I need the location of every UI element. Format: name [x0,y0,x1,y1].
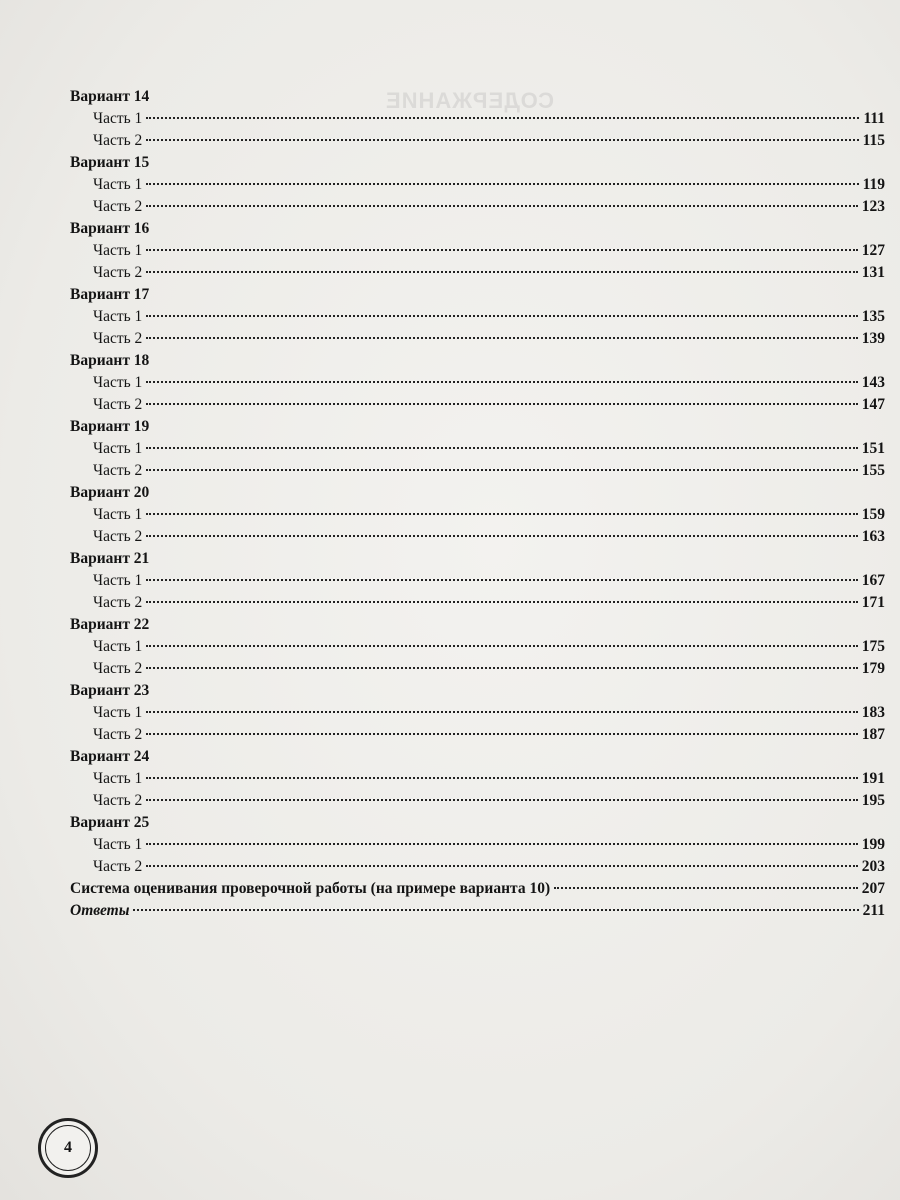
dot-leader [146,315,857,317]
toc-entry-page: 143 [861,374,885,391]
toc-entry-label: Часть 2 [93,264,143,281]
dot-leader [146,183,858,185]
toc-entry-page: 147 [861,396,885,413]
dot-leader [146,513,857,515]
toc-entry[interactable] [70,636,885,658]
toc-entry-page: 139 [861,330,885,347]
toc-entry-page: 171 [861,594,885,611]
toc-entry-page: 195 [861,792,885,809]
variant-heading: Вариант 17 [70,286,150,303]
variant-heading: Вариант 18 [70,352,150,369]
toc-entry[interactable] [70,130,885,152]
toc-entry-label: Часть 2 [93,330,143,347]
toc-entry-page: 167 [861,572,885,589]
dot-leader [146,777,857,779]
toc-entry[interactable] [70,790,885,812]
toc-summary-label [70,878,550,900]
toc-entry-page: 111 [863,110,885,127]
dot-leader [146,535,857,537]
toc-entry-answers[interactable] [70,900,885,922]
toc-entry-label: Часть 2 [93,528,143,545]
toc-entry-label: Часть 1 [93,836,143,853]
toc-entry-label: Часть 2 [93,396,143,413]
toc-entry[interactable] [70,240,885,262]
dot-leader [146,249,857,251]
toc-entry[interactable] [70,328,885,350]
toc-entry-label: Часть 1 [93,638,143,655]
toc-entry[interactable] [70,834,885,856]
variant-heading: Вариант 15 [70,154,150,171]
dot-leader [146,799,857,801]
toc-entry-label: Часть 2 [93,132,143,149]
toc-entry-label: Часть 1 [93,440,143,457]
toc-entry-label: Часть 1 [93,110,143,127]
toc-entry[interactable] [70,768,885,790]
toc-entry-page: 151 [861,440,885,457]
toc-entry-label: Часть 2 [93,594,143,611]
dot-leader [146,469,857,471]
toc-entry-label: Часть 1 [93,176,143,193]
toc-entry[interactable] [70,262,885,284]
toc-entry-page: 131 [861,264,885,281]
toc-entry-label: Часть 2 [93,198,143,215]
toc-entry-label: Часть 2 [93,792,143,809]
toc-entry[interactable] [70,702,885,724]
toc-summary-title: Система оценивания проверочной работы [70,880,367,897]
toc-entry[interactable] [70,570,885,592]
variant-heading: Вариант 21 [70,550,150,567]
toc-entry-label: Часть 2 [93,726,143,743]
toc-entry-page: 183 [861,704,885,721]
toc-entry[interactable] [70,504,885,526]
dot-leader [146,139,858,141]
toc-entry[interactable] [70,394,885,416]
toc-entry-page: 115 [862,132,885,149]
toc-summary-note: (на примере варианта 10) [370,880,551,897]
dot-leader [146,843,857,845]
variant-heading: Вариант 22 [70,616,150,633]
toc-summary-page: 207 [861,880,885,897]
variant-heading: Вариант 16 [70,220,150,237]
toc-entry[interactable] [70,526,885,548]
toc-entry-label: Часть 1 [93,242,143,259]
variant-heading: Вариант 14 [70,88,150,105]
toc-entry[interactable] [70,438,885,460]
variant-heading: Вариант 25 [70,814,150,831]
toc-entry[interactable] [70,856,885,878]
toc-entry-label: Часть 2 [93,858,143,875]
dot-leader [146,205,857,207]
dot-leader [146,271,857,273]
variant-heading: Вариант 23 [70,682,150,699]
toc-entry[interactable] [70,174,885,196]
page-number-badge [38,1118,98,1178]
toc-entry-page: 119 [862,176,885,193]
toc-answers-page: 211 [862,902,885,919]
dot-leader [554,887,858,889]
dot-leader [146,381,857,383]
dot-leader [146,579,857,581]
dot-leader [146,711,857,713]
toc-entry-label: Часть 1 [93,572,143,589]
dot-leader [146,865,857,867]
dot-leader [146,403,857,405]
variant-heading: Вариант 19 [70,418,150,435]
toc-entry-label: Часть 1 [93,308,143,325]
toc-entry-label: Часть 1 [93,770,143,787]
toc-entry-page: 155 [861,462,885,479]
toc-entry-label: Часть 1 [93,506,143,523]
dot-leader [133,909,858,911]
dot-leader [146,601,857,603]
toc-entry-page: 135 [861,308,885,325]
variant-heading: Вариант 24 [70,748,150,765]
toc-entry-label: Часть 1 [93,374,143,391]
dot-leader [146,117,859,119]
dot-leader [146,447,857,449]
toc-entry[interactable] [70,724,885,746]
toc-entry-page: 191 [861,770,885,787]
toc-entry-label: Часть 2 [93,462,143,479]
toc-entry-page: 187 [861,726,885,743]
toc-entry-page: 127 [861,242,885,259]
dot-leader [146,645,857,647]
toc-entry-page: 159 [861,506,885,523]
toc-entry-page: 199 [861,836,885,853]
variant-heading: Вариант 20 [70,484,150,501]
page-number: 4 [45,1125,91,1171]
toc-entry-page: 163 [861,528,885,545]
toc-entry-summary[interactable] [70,878,885,900]
table-of-contents [70,86,885,922]
toc-entry[interactable] [70,460,885,482]
toc-entry[interactable] [70,306,885,328]
toc-entry[interactable] [70,592,885,614]
toc-entry[interactable] [70,108,885,130]
toc-entry-page: 123 [861,198,885,215]
toc-entry-page: 179 [861,660,885,677]
dot-leader [146,337,857,339]
toc-entry-page: 175 [861,638,885,655]
dot-leader [146,667,857,669]
toc-entry[interactable] [70,196,885,218]
toc-entry-label: Часть 2 [93,660,143,677]
toc-entry-label: Часть 1 [93,704,143,721]
toc-answers-label: Ответы [70,902,130,919]
toc-entry[interactable] [70,372,885,394]
bleed-through-heading: СОДЕРЖАНИЕ [385,88,555,113]
toc-entry[interactable] [70,658,885,680]
dot-leader [146,733,857,735]
toc-entry-page: 203 [861,858,885,875]
